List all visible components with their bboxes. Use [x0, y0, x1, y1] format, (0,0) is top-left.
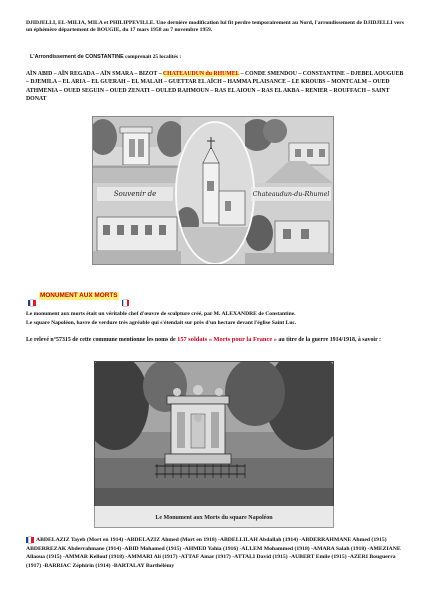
french-flag-icon — [26, 537, 34, 543]
monument-text-1: Le monument aux morts était un véritable chef d'œuvre de sculpture créé, par M. ALEXANDRE de Constantine. — [26, 311, 296, 317]
french-flag-icon — [122, 293, 130, 299]
arrondissement-label: L'Arrondissement de CONSTANTINE — [30, 54, 124, 60]
arrondissement-suffix: comprenait 25 localités : — [123, 54, 182, 60]
postcard-church-oval — [175, 121, 255, 265]
postcard-street-photo — [245, 117, 333, 183]
postcard-town-text: Chateaudun-du-Rhumel — [251, 187, 331, 201]
monument-text-2: Le square Napoléon, havre de verdure très agréable qui s'étendait sur près d'un hectare devant l'église Saint Luc. — [26, 320, 297, 326]
soldiers-count: 157 soldats « Morts pour la France » — [177, 336, 277, 343]
localities-list — [26, 70, 406, 103]
photo-caption: Le Monument aux Morts du square Napoléon — [155, 515, 273, 521]
soldiers-list-block — [26, 536, 408, 570]
postcard-monument-photo — [93, 117, 181, 183]
postcard-buildings-photo — [93, 203, 181, 264]
arrondissement-line — [30, 54, 400, 61]
photo-caption-box — [94, 506, 334, 528]
french-flag-icon — [28, 293, 36, 299]
postcard-image — [92, 116, 334, 265]
localities-after: – CONDE SMENDOU – CONSTANTINE – DJEBEL AOUGUEB – DJEMILA – EL ARIA – EL GUERAH – EL MALAH – GUETTAR EL AÏCH – HAMMA PLAISANCE – LE KROUBS – MONTCALM – OUED ATHMENIA – OUED SEGUIN – OUED ZENATI – OULED RAHMOUN – RAS EL AIOUN – RAS EL AKBA – RENIER – ROUFFACH – SAINT DONAT — [26, 71, 404, 102]
soldiers-names: ABDELAZIZ Tayeb (Mort en 1914) -ABDELAZIZ Ahmed (Mort en 1918) -ABDELLILAH Abdallah (1914) -ABDERRAHMANE Ahmed (1915) ABDERREZAK Abderrahmane (1914) -ABID Mohamed (1915) -AHMED Yahia (1916) -ALLEM Mohammed (1918) -AMARA Salah (1918) -AMEZIANE Allaoua (1915) -AMMAR Kellouf (1918) -AMMARI Ali (1917) -ATTAF Amar (1917) -ATTALI David (1915) -AUBERT Emile (1915) -AZERI Bouguerra (1917) -BARRIAC Zéphirin (1914) -BARTALAY Barthélémy — [26, 537, 401, 569]
intro-paragraph: DJIDJELLI, EL-MILIA, MILA et PHILIPPEVILLE. Une dernière modification lui fit perdre temporairement au Nord, l'arrondissement de DJIDJELLI vers un éphémère département de BOUGIE, du 17 mars 1958 au 7 novembre 1959. — [26, 20, 404, 34]
monument-heading — [28, 291, 130, 300]
releve-before: Le relevé n°57315 de cette commune mentionne les noms de — [26, 337, 178, 343]
postcard-souvenir-text: Souvenir de — [97, 187, 173, 201]
section-heading: MONUMENT AUX MORTS — [40, 291, 118, 299]
releve-after: au titre de la guerre 1914/1918, à savoir : — [276, 337, 382, 343]
monument-photo — [94, 361, 334, 508]
postcard-houses-photo — [245, 203, 333, 264]
soldiers-list — [26, 536, 408, 570]
releve-paragraph — [26, 336, 404, 344]
highlighted-locality: CHATEAUDUN du RHUMEL — [162, 71, 240, 77]
localities-before: AÏN ABID – AÏN REGADA – AÏN SMARA – BIZOT – — [26, 71, 163, 77]
